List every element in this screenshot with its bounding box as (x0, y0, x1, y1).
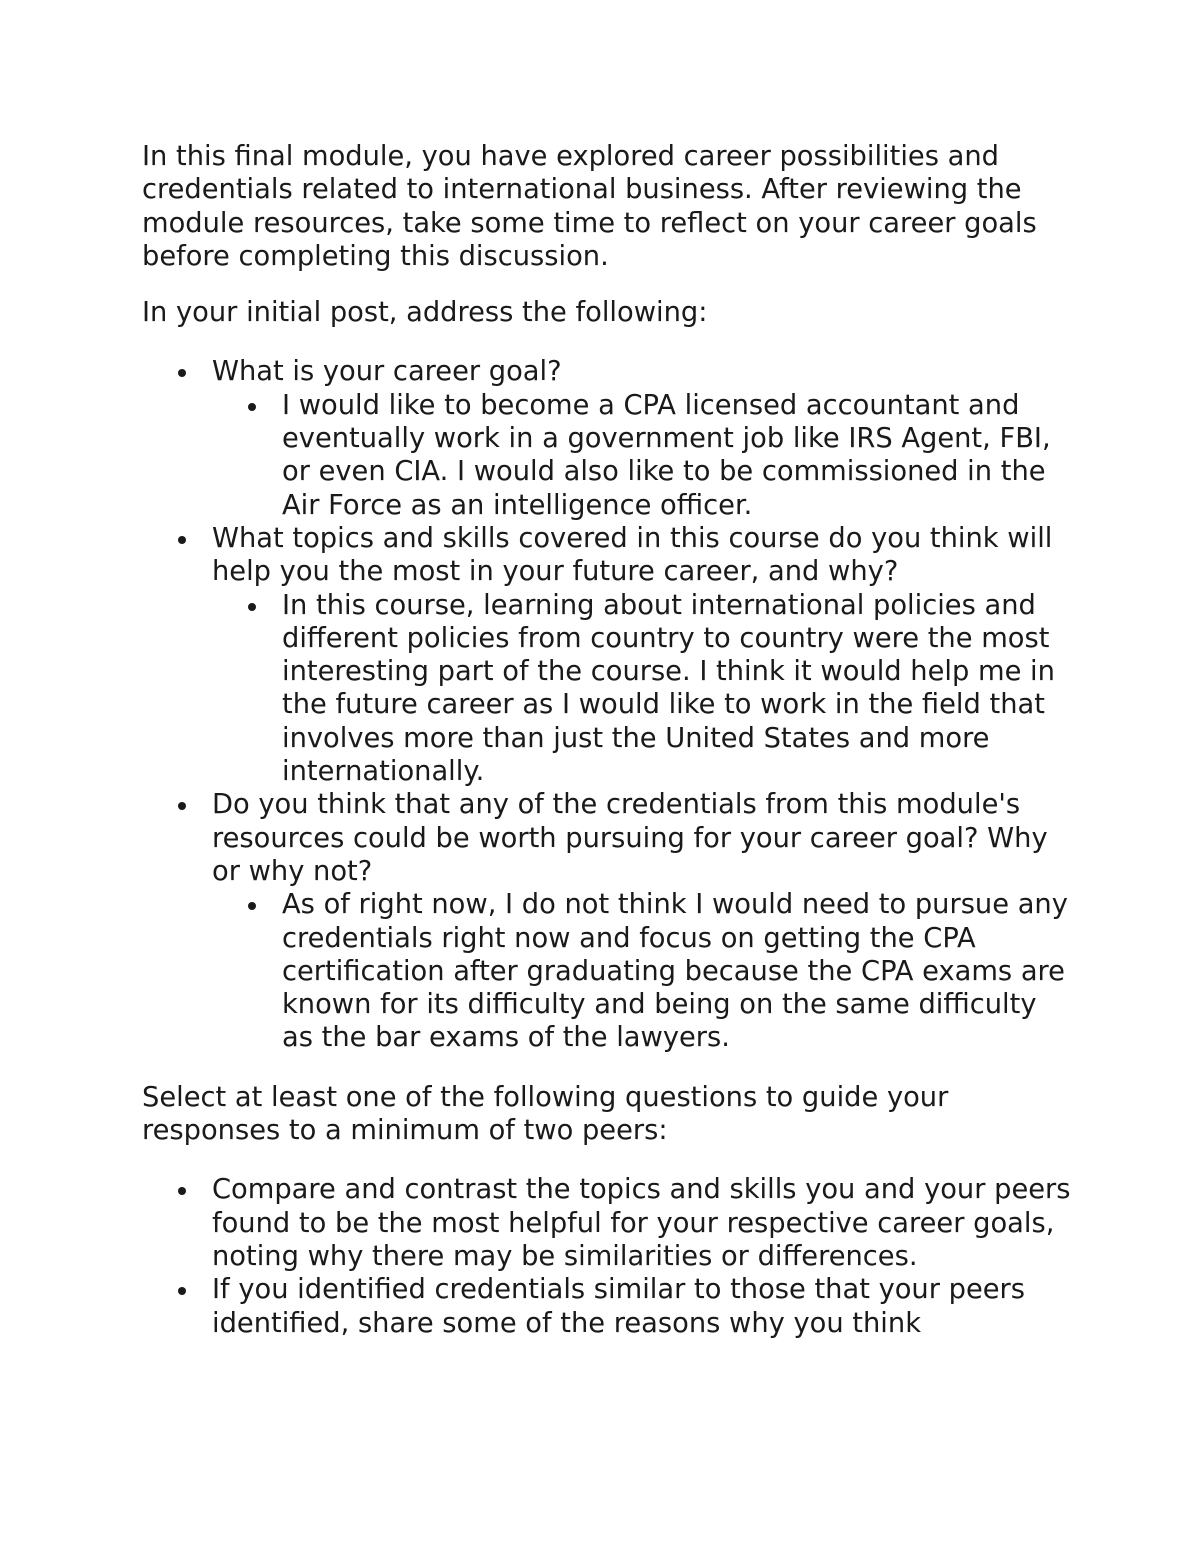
intro-paragraph: In this final module, you have explored career possibilities and credentials related to international business. After reviewing the module resources, take some time to reflect on your career goals before completing this discussion. (142, 141, 1037, 272)
peer-question-text: If you identified credentials similar to those that your peers identified, share some of the reasons why you think (212, 1274, 1025, 1339)
list-item (142, 888, 1072, 1054)
question-text: Do you think that any of the credentials from this module's resources could be worth pursuing for your career goal? Why or why not? (212, 789, 1048, 887)
list-item (142, 788, 1072, 1054)
list-item (142, 1273, 1072, 1340)
answer-list (142, 389, 1072, 522)
answer-text: I would like to become a CPA licensed accountant and eventually work in a government job like IRS Agent, FBI, or even CIA. I would also like to be commissioned in the Air Force as an intelligence officer. (282, 389, 1051, 521)
bullet-icon (178, 802, 186, 810)
initial-post-heading: In your initial post, address the following: (142, 297, 708, 329)
bullet-icon (178, 1187, 186, 1195)
list-item (142, 522, 1072, 788)
list-item (142, 589, 1072, 789)
bullet-icon (248, 603, 256, 611)
peer-list (142, 1173, 1072, 1339)
bullet-icon (178, 536, 186, 544)
peer-question-text: Compare and contrast the topics and skills you and your peers found to be the most helpful for your respective career goals, noting why there may be similarities or differences. (212, 1174, 1071, 1272)
bullet-icon (248, 902, 256, 910)
question-text: What is your career goal? (212, 356, 562, 388)
list-item (142, 1173, 1072, 1273)
bullet-icon (178, 369, 186, 377)
bullet-icon (178, 1287, 186, 1295)
list-item (142, 389, 1072, 522)
answer-text: In this course, learning about international policies and different policies from country to country were the most interesting part of the course. I think it would help me in the future career as I would like to work in the field that involves more than just the United States and more internationally. (282, 589, 1055, 788)
peer-heading: Select at least one of the following questions to guide your responses to a minimum of two peers: (142, 1081, 949, 1147)
list-item (142, 355, 1072, 521)
document-page (142, 140, 1072, 1340)
answer-list (142, 589, 1072, 789)
answer-list (142, 888, 1072, 1054)
bullet-icon (248, 403, 256, 411)
answer-text: As of right now, I do not think I would need to pursue any credentials right now and focus on getting the CPA certification after graduating because the CPA exams are known for its difficulty and being on the same difficulty as the bar exams of the lawyers. (282, 889, 1068, 1054)
question-text: What topics and skills covered in this course do you think will help you the most in your future career, and why? (212, 522, 1053, 588)
initial-post-list (142, 355, 1072, 1054)
